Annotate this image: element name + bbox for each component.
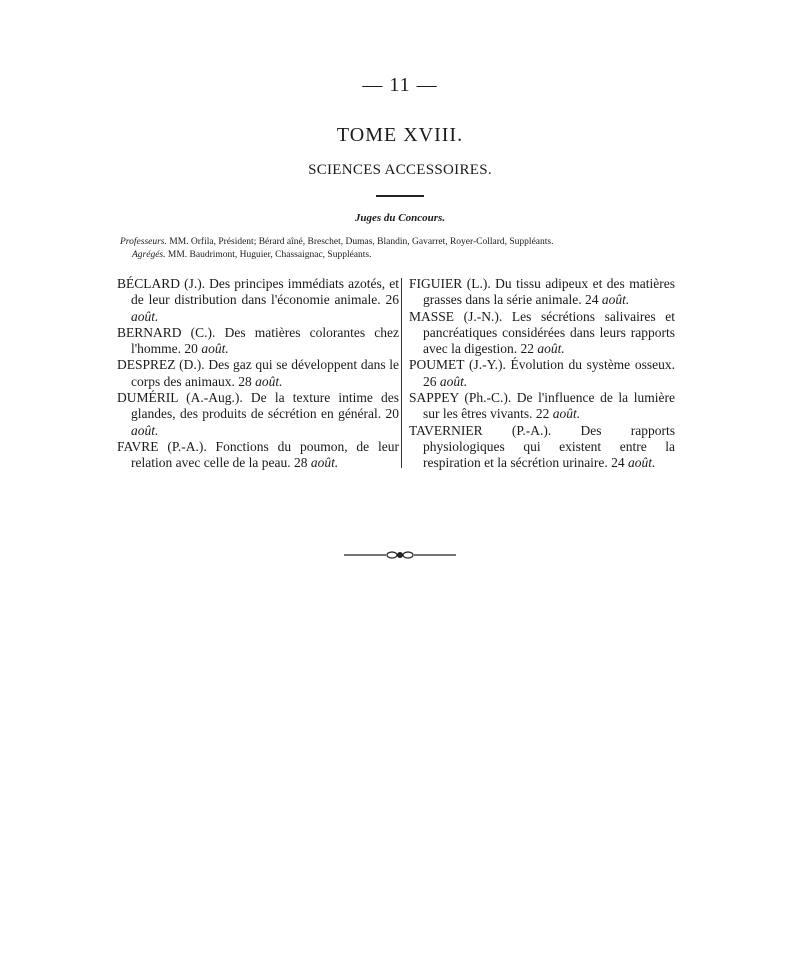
entry-text: DUMÉRIL (A.-Aug.). De la texture intime des glandes, des produits de sécrétion en général. 20 xyxy=(117,390,399,422)
professeurs-label: Professeurs. xyxy=(120,237,167,247)
left-column xyxy=(117,276,399,472)
entry-date: août. xyxy=(628,455,656,471)
agreges-label: Agrégés. xyxy=(132,250,166,260)
title-rule xyxy=(376,195,424,197)
jury-agreges xyxy=(132,250,692,260)
entry-text: FAVRE (P.-A.). Fonctions du poumon, de leur relation avec celle de la peau. 28 xyxy=(117,438,399,471)
thesis-entry xyxy=(117,276,399,325)
thesis-columns xyxy=(117,276,677,474)
entry-text: SAPPEY (Ph.-C.). De l'influence de la lumière sur les êtres vivants. 22 xyxy=(409,390,675,422)
tome-title: TOME XVIII. xyxy=(336,124,464,146)
entry-date: août. xyxy=(537,341,565,357)
thesis-entry xyxy=(409,309,675,358)
entry-text: TAVERNIER (P.-A.). Des rapports physiologiques qui existent entre la respiration et la sécrétion urinaire. 24 xyxy=(409,422,675,471)
closing-ornament xyxy=(340,550,460,560)
entry-text: BÉCLARD (J.). Des principes immédiats azotés, et de leur distribution dans l'économie animale. 26 xyxy=(117,276,399,308)
entry-text: DESPREZ (D.). Des gaz qui se développent dans le corps des animaux. 28 xyxy=(117,357,399,389)
entry-date: août. xyxy=(310,455,339,471)
thesis-entry xyxy=(409,357,675,390)
entry-text: MASSE (J.-N.). Les sécrétions salivaires et pancréatiques considérées dans leurs rapports avec la digestion. 22 xyxy=(409,308,675,357)
entry-date: août. xyxy=(131,422,159,438)
thesis-entry xyxy=(117,390,399,439)
entry-text: FIGUIER (L.). Du tissu adipeux et des matières grasses dans la série animale. 24 xyxy=(409,276,675,308)
entry-date: août. xyxy=(201,341,229,357)
entry-date: août. xyxy=(601,292,630,308)
page-number: — 11 — xyxy=(362,74,438,96)
thesis-entry xyxy=(117,325,399,358)
jury-heading: Juges du Concours. xyxy=(354,212,446,224)
right-column xyxy=(409,276,675,472)
entry-date: août. xyxy=(439,373,468,389)
professeurs-text: MM. Orfila, Président; Bérard aîné, Breschet, Dumas, Blandin, Gavarret, Royer-Collard, Suppléants. xyxy=(169,237,554,247)
entry-date: août. xyxy=(255,373,283,389)
agreges-text: MM. Baudrimont, Huguier, Chassaignac, Suppléants. xyxy=(167,250,372,260)
entry-date: août. xyxy=(131,308,159,324)
thesis-entry xyxy=(117,357,399,390)
thesis-entry xyxy=(409,390,675,423)
entry-text: BERNARD (C.). Des matières colorantes chez l'homme. 20 xyxy=(117,324,399,357)
jury-professeurs xyxy=(120,237,680,247)
entry-date: août. xyxy=(552,406,581,422)
column-divider xyxy=(401,278,402,468)
thesis-entry xyxy=(409,423,675,472)
entry-text: POUMET (J.-Y.). Évolution du système osseux. 26 xyxy=(409,357,675,389)
thesis-entry xyxy=(409,276,675,309)
thesis-entry xyxy=(117,439,399,472)
section-title: SCIENCES ACCESSOIRES. xyxy=(308,162,492,178)
